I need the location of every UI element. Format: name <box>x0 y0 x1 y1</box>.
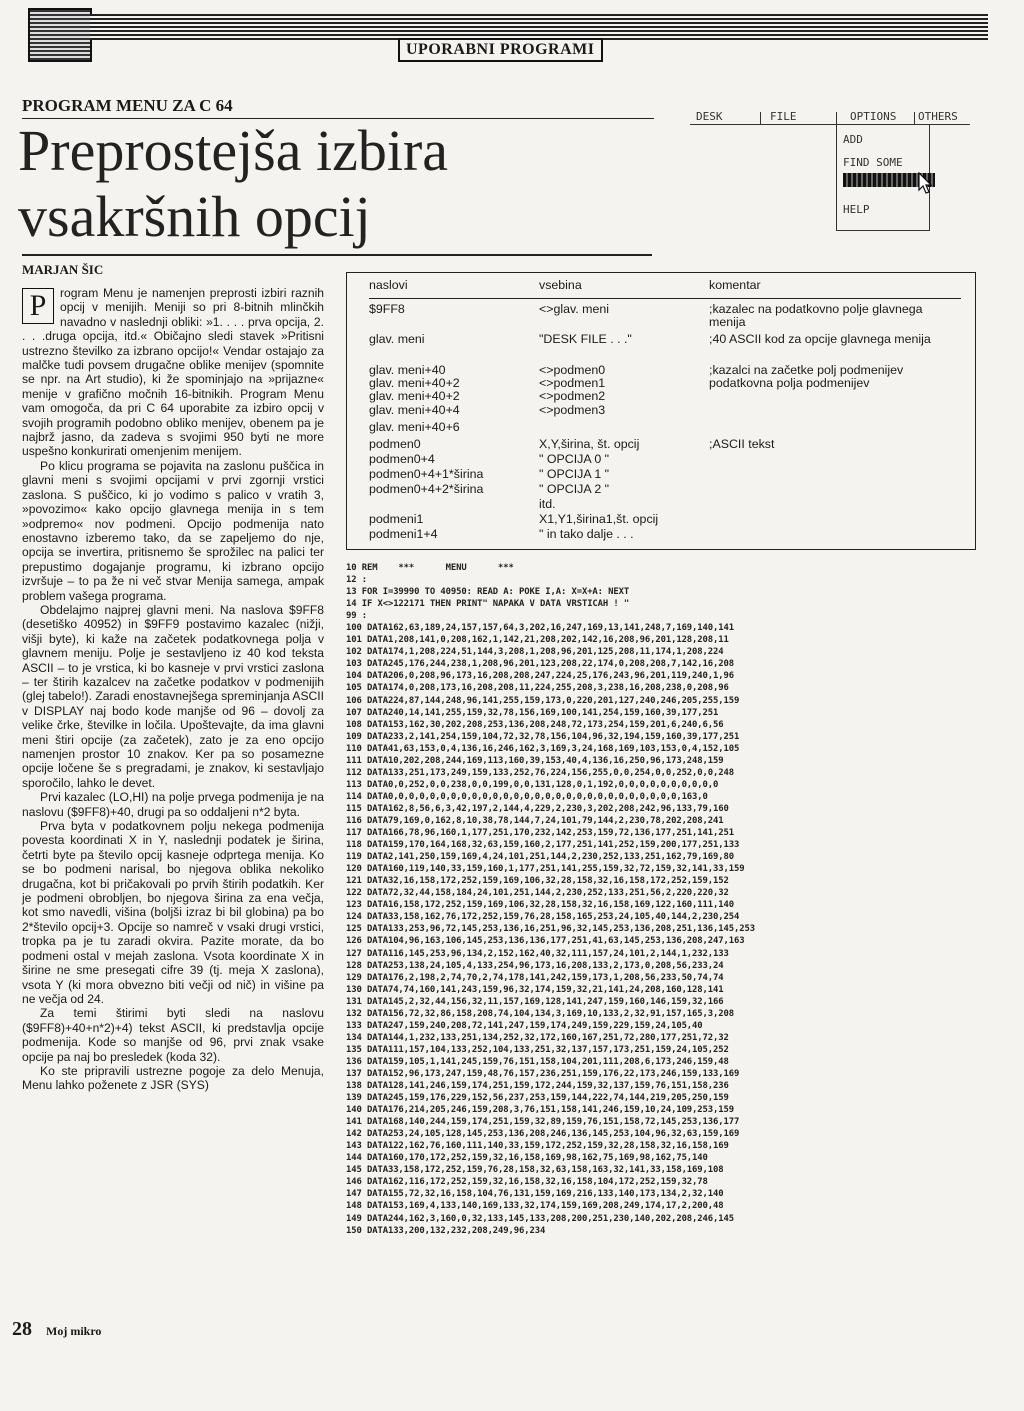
menu-bar <box>690 110 970 125</box>
listing-line: 106 DATA224,87,144,248,96,141,255,159,173,0,220,201,127,240,246,205,255,159 <box>346 695 740 706</box>
table-cell: podmen0+4+1*širina <box>369 467 484 481</box>
listing-line: 111 DATA10,202,208,244,169,113,160,39,153,40,4,136,16,250,96,173,248,159 <box>346 755 724 766</box>
listing-line: 144 DATA160,170,172,252,159,32,16,158,169,98,162,75,169,98,162,75,140 <box>346 1153 708 1164</box>
listing-line: 10 REM *** MENU *** <box>346 563 514 573</box>
data-table <box>346 272 976 550</box>
table-cell: ;ASCII tekst <box>709 437 775 451</box>
listing-line: 148 DATA153,169,4,133,140,169,133,32,174,159,169,208,249,174,17,2,200,48 <box>346 1201 724 1212</box>
table-cell: itd. <box>539 497 556 511</box>
listing-line: 146 DATA162,116,172,252,159,32,16,158,32,16,158,104,172,252,159,32,78 <box>346 1177 708 1188</box>
listing-line: 131 DATA145,2,32,44,156,32,11,157,169,128,141,247,159,160,146,159,32,166 <box>346 996 724 1007</box>
listing-line: 112 DATA133,251,173,249,159,133,252,76,224,156,255,0,0,254,0,0,252,0,0,248 <box>346 767 734 778</box>
listing-line: 121 DATA32,16,158,172,252,159,169,106,32,28,158,32,16,158,172,252,159,152 <box>346 876 729 887</box>
listing-line: 99 : <box>346 611 367 622</box>
listing-line: 122 DATA72,32,44,158,184,24,101,251,144,2,230,252,133,251,56,2,220,220,32 <box>346 888 729 899</box>
table-cell: glav. meni+40+4 <box>369 403 460 417</box>
listing-line: 114 DATA0,0,0,0,0,0,0,0,0,0,0,0,0,0,0,0,0,0,0,0,0,0,0,0,0,0,0,0,163,0 <box>346 791 708 802</box>
listing-line: 134 DATA144,1,232,133,251,134,252,32,172,160,167,251,72,280,177,251,72,32 <box>346 1032 729 1043</box>
table-cell: podmen0 <box>369 437 421 451</box>
listing-line: 117 DATA166,78,96,160,1,177,251,170,232,142,253,159,72,136,177,251,141,251 <box>346 828 734 839</box>
banner-stripes <box>90 14 988 40</box>
menu-item-add: ADD <box>843 133 863 146</box>
menu-item-help: HELP <box>843 203 870 216</box>
listing-line: 132 DATA156,72,32,86,158,208,74,104,134,3,169,10,133,2,32,91,157,165,3,208 <box>346 1008 734 1019</box>
listing-line: 107 DATA240,14,141,255,159,32,78,156,169,100,141,254,159,160,39,177,251 <box>346 707 719 718</box>
magazine-name: Moj mikro <box>46 1324 102 1338</box>
table-cell: " OPCIJA 2 " <box>539 482 610 496</box>
table-header-rule <box>369 298 961 299</box>
listing-line: 102 DATA174,1,208,224,51,144,3,208,1,208,96,201,125,208,11,174,1,208,224 <box>346 647 724 658</box>
article-paragraph: Za temi štirimi byti sledi na naslovu ($9FF8)+40+n*2)+4) tekst ASCII, ki predstavlja opcije podmenija. Kode so manjše od 96, prvi znak vsake opcije pa naj bo presledek (koda 32). <box>22 1006 324 1064</box>
top-banner <box>28 14 988 40</box>
menu-dropdown <box>836 125 930 231</box>
listing-line: 113 DATA0,0,252,0,0,238,0,0,199,0,0,131,128,0,1,192,0,0,0,0,0,0,0,0,0,0 <box>346 779 719 790</box>
listing-line: 120 DATA160,119,140,33,159,160,1,177,251,141,255,159,32,72,159,32,141,33,159 <box>346 864 745 875</box>
menu-bar-others: OTHERS <box>918 110 958 123</box>
table-cell: $9FF8 <box>369 302 405 316</box>
table-cell: glav. meni <box>369 332 425 346</box>
headline-line-1: Preprostejša izbira <box>18 118 449 183</box>
listing-line: 13 FOR I=39990 TO 40950: READ A: POKE I,A: X=X+A: NEXT <box>346 587 630 598</box>
article-headline <box>18 118 448 250</box>
listing-line: 103 DATA245,176,244,238,1,208,96,201,123,208,22,174,0,208,208,7,142,16,208 <box>346 659 734 670</box>
drop-cap: P <box>22 288 54 324</box>
article-kicker: PROGRAM MENU ZA C 64 <box>22 96 233 115</box>
table-cell: X,Y,širina, št. opcij <box>539 437 640 451</box>
table-cell: ;kazalci na začetke polj podmenijev podatkovna polja podmenijev <box>709 363 904 391</box>
listing-line: 118 DATA159,170,164,168,32,63,159,160,2,177,251,141,252,159,200,177,251,133 <box>346 840 740 851</box>
article-paragraph: Obdelajmo najprej glavni meni. Na naslova $9FF8 (desetiško 40952) in $9FF9 postavimo kazalec (nižji, višji byte), ki kaže na začetek podatkovnega polja v glavnem meniju. Polje je sestavljeno iz 40 kod teksta ASCII – to je vrstica, ki bo kasneje v prvi vrstici zaslona – ter štirih kazalcev na začetke podatkov v podmenijih (glej tabelo!). Zaradi enostavnejšega spreminjanja ASCII v DISPLAY naj bodo kode manjše od 96 – dovolj za velike črke, številke in ločila. Upoštevajte, da ima glavni meni štiri opcije (za začetek), zato je za eno opcijo namenjen prostor 10 znakov. Ker pa so posamezne opcije ločene še s pregradami, je znakov, ki sestavljajo sporočilo, lahko le devet. <box>22 602 324 790</box>
magazine-logo-icon <box>28 8 92 62</box>
table-cell: " OPCIJA 0 " <box>539 452 610 466</box>
menu-illustration <box>690 108 980 234</box>
menu-item-find-some: FIND SOME <box>843 156 903 169</box>
listing-line: 124 DATA33,158,162,76,172,252,159,76,28,158,165,253,24,105,40,144,2,230,254 <box>346 912 740 923</box>
basic-listing <box>346 562 976 1237</box>
table-cell: <>podmen3 <box>539 403 606 417</box>
table-cell: podmeni1 <box>369 512 424 526</box>
listing-line: 108 DATA153,162,30,202,208,253,136,208,248,72,173,254,159,201,6,240,6,56 <box>346 719 724 730</box>
section-tag: UPORABNI PROGRAMI <box>398 38 603 62</box>
arrow-pointer-icon <box>918 172 932 194</box>
table-cell: " OPCIJA 1 " <box>539 467 610 481</box>
headline-rule <box>22 254 652 256</box>
listing-line: 109 DATA233,2,141,254,159,104,72,32,78,156,104,96,32,194,159,160,39,177,251 <box>346 731 740 742</box>
table-cell: " in tako dalje . . . <box>539 527 634 541</box>
table-cell: glav. meni+40+2 <box>369 376 460 390</box>
article-body <box>22 286 324 1093</box>
table-header-naslovi: naslovi <box>369 278 408 292</box>
page-number: 28 <box>12 1318 32 1340</box>
listing-line: 135 DATA111,157,104,133,252,104,133,251,32,137,157,173,251,159,24,105,252 <box>346 1044 729 1055</box>
listing-line: 130 DATA74,74,160,141,243,159,96,32,174,159,32,21,141,24,208,160,128,141 <box>346 984 724 995</box>
listing-line: 150 DATA133,200,132,232,208,249,96,234 <box>346 1225 546 1236</box>
table-cell: glav. meni+40+6 <box>369 420 460 434</box>
listing-line: 136 DATA159,105,1,141,245,159,76,151,158,104,201,111,208,6,173,246,159,48 <box>346 1056 729 1067</box>
article-paragraph: Po klicu programa se pojavita na zaslonu puščica in glavni meni s svojimi opcijami v prvi zgornji vrstici zaslona. S puščico, ki jo vodimo s palico v vratih 3, »povozimo« kako opcijo glavnega menija in s tem »odpremo« nov podmeni. Opcijo podmenija nato enostavno izberemo tako, da se zapeljemo do nje, opcija se invertira, pritisnemo še sprožilec na palici ter prepustimo dogajanje programu, ki izbrano opcijo izvršuje – to pa že ni več stvar Menija samega, ampak problem vašega programa. <box>22 458 324 603</box>
table-cell: podmen0+4 <box>369 452 435 466</box>
headline-line-2: vsakršnih opcij <box>18 184 371 249</box>
listing-line: 104 DATA206,0,208,96,173,16,208,208,247,224,25,176,243,96,201,119,240,1,96 <box>346 671 734 682</box>
listing-line: 129 DATA176,2,198,2,74,70,2,74,178,141,242,159,173,1,208,56,233,50,74,74 <box>346 972 724 983</box>
listing-line: 142 DATA253,24,105,128,145,253,136,208,246,136,145,253,104,96,32,63,159,169 <box>346 1129 740 1140</box>
table-cell: X1,Y1,širina1,št. opcij <box>539 512 659 526</box>
table-cell: podmen0+4+2*širina <box>369 482 484 496</box>
listing-line: 147 DATA155,72,32,16,158,104,76,131,159,169,216,133,140,173,134,2,32,140 <box>346 1189 724 1200</box>
listing-line: 100 DATA162,63,189,24,157,157,64,3,202,16,247,169,13,141,248,7,169,140,141 <box>346 623 734 634</box>
table-cell: <>podmen1 <box>539 376 606 390</box>
article-author: MARJAN ŠIC <box>22 262 104 277</box>
listing-line: 119 DATA2,141,250,159,169,4,24,101,251,144,2,230,252,133,251,162,79,169,80 <box>346 852 734 863</box>
table-cell: ;kazalec na podatkovno polje glavnega menija <box>709 302 923 330</box>
listing-line: 126 DATA104,96,163,106,145,253,136,136,177,251,41,63,145,253,136,208,247,163 <box>346 936 745 947</box>
article-paragraph: Prvi kazalec (LO,HI) na polje prvega podmenija je na naslovu ($9FF8)+40, drugi pa so oddaljeni n*2 byta. <box>22 790 324 819</box>
listing-line: 12 : <box>346 575 367 586</box>
listing-line: 123 DATA16,158,172,252,159,169,106,32,28,158,32,16,158,169,122,160,111,140 <box>346 900 734 911</box>
listing-line: 125 DATA133,253,96,72,145,253,136,16,251,96,32,145,253,136,208,251,136,145,253 <box>346 924 755 935</box>
menu-bar-options: OPTIONS <box>850 110 897 123</box>
table-cell: <>podmen2 <box>539 389 606 403</box>
table-cell: ;40 ASCII kod za opcije glavnega menija <box>709 332 931 346</box>
listing-line: 127 DATA116,145,253,96,134,2,152,162,40,32,111,157,24,101,2,144,1,232,133 <box>346 948 729 959</box>
table-cell: glav. meni+40 <box>369 363 446 377</box>
table-header-vsebina: vsebina <box>539 278 582 292</box>
listing-line: 101 DATA1,208,141,0,208,162,1,142,21,208,202,142,16,208,96,201,128,208,11 <box>346 635 729 646</box>
listing-line: 115 DATA162,8,56,6,3,42,197,2,144,4,229,2,230,3,202,208,242,96,133,79,160 <box>346 803 729 814</box>
table-cell: podmeni1+4 <box>369 527 438 541</box>
listing-line: 14 IF X<>122171 THEN PRINT" NAPAKA V DATA VRSTICAH ! " <box>346 599 630 610</box>
menu-bar-desk: DESK <box>696 110 723 123</box>
listing-line: 139 DATA245,159,176,229,152,56,237,253,159,144,222,74,144,219,205,250,159 <box>346 1093 729 1104</box>
listing-line: 140 DATA176,214,205,246,159,208,3,76,151,158,141,246,159,10,24,109,253,159 <box>346 1105 734 1116</box>
listing-line: 143 DATA122,162,76,160,111,140,33,159,172,252,159,32,28,158,32,16,158,169 <box>346 1141 729 1152</box>
table-cell: <>podmen0 <box>539 363 606 377</box>
article-paragraph: P rogram Menu je namenjen preprosti izbiri raznih opcij v menijih. Meniji so pri 8-bitnih mlinčkih navadno v naslednji obliki: »1. . . . prva opcija, 2. . . .druga opcija, itd.« Običajno sledi stavek »Pritisni ustrezno številko za izbrano opcijo!« Vendar ostajajo za malčke tudi povsem drugačne oblike menijev (spomnite se npr. na Art studio), ki že spominjajo na »prijazne« menije v grafično močnih 16-bitnikih. Program Menu vam omogoča, da pri C 64 uporabite za izbiro opcij v svojih programih podobno obliko menijev, obenem pa je najbrž jasno, da zadeva s svojimi 950 byti ne more uspešno konkurirati omenjenim menijem. <box>22 286 324 459</box>
listing-line: 105 DATA174,0,208,173,16,208,208,11,224,255,208,3,238,16,208,238,0,208,96 <box>346 683 729 694</box>
article-paragraph: Ko ste pripravili ustrezne pogoje za delo Menuja, Menu lahko poženete z JSR (SYS) <box>22 1063 324 1093</box>
table-cell: <>glav. meni <box>539 302 610 316</box>
listing-line: 137 DATA152,96,173,247,159,48,76,157,236,251,159,176,22,173,246,159,133,169 <box>346 1068 740 1079</box>
menu-bar-file: FILE <box>770 110 797 123</box>
table-cell: "DESK FILE . . ." <box>539 332 632 346</box>
listing-line: 128 DATA253,138,24,105,4,133,254,96,173,16,208,133,2,173,0,208,56,233,24 <box>346 960 724 971</box>
article-paragraph: Prva byta v podatkovnem polju nekega podmenija povesta koordinati X in Y, naslednji podatek je širina, četrti byte pa število opcij kasneje odprtega menija. Ko se bo podmeni narisal, bo njegova oblika nekoliko drugačna, kot bi pričakovali po prvih štirih podatkih. Ker je podmeni obrobljen, bo njegova širina za ena večja, kot smo navedli, višina (boljši izraz bi bil globina) pa bo 2*število opcij+3. Opcije so namreč v vsaki drugi vrstici, tropka pa je tu zaradi okvira. Pazite morate, da bo podmeni ostal v mejah zaslona. Vsota koordinate X in širine ne sme presegati cifre 39 (tj. meja X zaslona), vsota Y (ki mora obvezno biti večji od nič) in višine pa ne večja od 24. <box>22 819 324 1006</box>
table-cell: glav. meni+40+2 <box>369 389 460 403</box>
listing-line: 141 DATA168,140,244,159,174,251,159,32,89,159,76,151,158,72,145,253,136,177 <box>346 1117 740 1128</box>
listing-line: 133 DATA247,159,240,208,72,141,247,159,174,249,159,229,159,24,105,40 <box>346 1020 703 1031</box>
listing-line: 145 DATA33,158,172,252,159,76,28,158,32,63,158,163,32,141,33,158,169,108 <box>346 1165 724 1176</box>
listing-line: 138 DATA128,141,246,159,174,251,159,172,244,159,32,137,159,76,151,158,236 <box>346 1081 729 1092</box>
table-header-komentar: komentar <box>709 278 761 292</box>
listing-line: 149 DATA244,162,3,160,0,32,133,145,133,208,200,251,230,140,202,208,246,145 <box>346 1213 734 1224</box>
listing-line: 110 DATA41,63,153,0,4,136,16,246,162,3,169,3,24,168,169,103,153,0,4,152,105 <box>346 743 740 754</box>
listing-line: 116 DATA79,169,0,162,8,10,38,78,144,7,24,101,79,144,2,230,78,202,208,241 <box>346 815 724 826</box>
